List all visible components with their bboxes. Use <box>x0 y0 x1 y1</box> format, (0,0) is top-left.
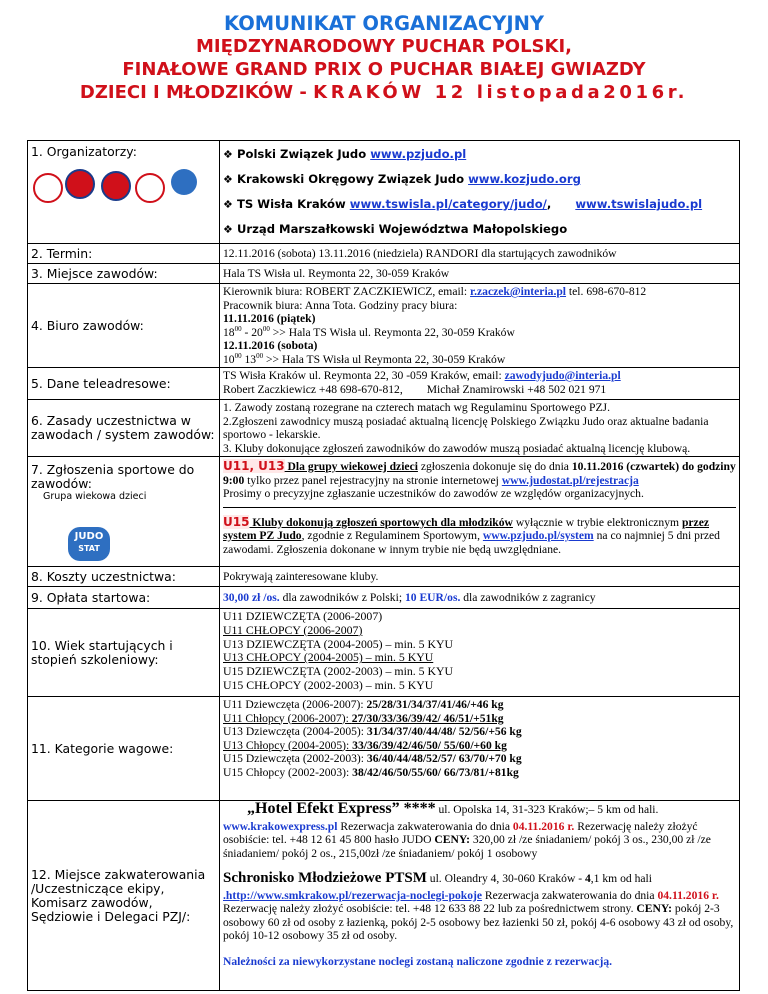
contact-address: TS Wisła Kraków ul. Reymonta 22, 30 -059 Kraków, email: <box>223 369 505 382</box>
venue-value: Hala TS Wisła ul. Reymonta 22, 30-059 Kraków <box>220 264 740 284</box>
weight-row: U15 Dziewczęta (2002-2003): 36/40/44/48/52/57/ 63/70/+70 kg <box>223 752 522 765</box>
organizers-label: 1. Organizatorzy: <box>31 144 137 159</box>
row-costs <box>28 567 740 587</box>
row-office <box>28 284 740 368</box>
office-date-1: 11.11.2016 (piątek) <box>223 312 316 325</box>
date-label: 2. Termin: <box>28 244 220 264</box>
tswisla-link[interactable]: www.tswisla.pl/category/judo/ <box>349 197 547 211</box>
row-venue <box>28 264 740 284</box>
hotel-deadline: 04.11.2016 r. <box>512 819 575 833</box>
organizer-item <box>223 192 736 217</box>
accommodation-label: 12. Miejsce zakwaterowania /Uczestniczące ekipy, Komisarz zawodów, Sędziowie i Delegaci PZJ/: <box>28 801 220 991</box>
weights-label: 11. Kategorie wagowe: <box>28 697 220 801</box>
kozjudo-logo-icon <box>101 171 131 201</box>
fee-foreign: 10 EUR/os. <box>404 590 461 604</box>
organizer-name: TS Wisła Kraków <box>237 197 350 211</box>
pzjudo-system-link[interactable]: www.pzjudo.pl/system <box>482 529 594 542</box>
row-rules <box>28 400 740 457</box>
office-hours-intro: Pracownik biura: Anna Tota. Godziny pracy biura: <box>223 298 458 312</box>
date-value: 12.11.2016 (sobota) 13.11.2016 (niedziela) RANDORI dla startujących zawodników <box>220 244 740 264</box>
accommodation-note: Należności za niewykorzystane noclegi zostaną naliczone zgodnie z rezerwacją. <box>223 954 613 968</box>
rule-3: 3. Kluby dokonujące zgłoszeń zawodników do zawodów muszą posiadać aktualną licencję klubową. <box>223 441 691 455</box>
age-row: U13 CHŁOPCY (2004-2005) – min. 5 KYU <box>223 650 434 665</box>
contact-person-1: Robert Zaczkiewicz +48 698-670-812, <box>223 382 403 396</box>
registration-label: 7. Zgłoszenia sportowe do zawodów: <box>31 462 195 491</box>
age-row: U15 CHŁOPCY (2002-2003) – min. 5 KYU <box>223 677 434 692</box>
office-phone: tel. 698-670-812 <box>566 285 647 298</box>
venue-label: 3. Miejsce zawodów: <box>28 264 220 284</box>
organizer-item <box>223 142 736 167</box>
row-registration <box>28 457 740 567</box>
row-weights <box>28 697 740 801</box>
kozjudo-link[interactable]: www.kozjudo.org <box>468 172 581 186</box>
hotel-heading <box>223 802 736 817</box>
age-row: U11 DZIEWCZĘTA (2006-2007) <box>223 609 383 623</box>
weight-row: U11 Chłopcy (2006-2007): 27/30/33/36/39/42/ 46/51/+51kg <box>223 711 504 725</box>
diamond-bullet-icon: ❖ <box>223 223 233 236</box>
fee-label: 9. Opłata startowa: <box>28 587 220 609</box>
registration-value <box>220 457 740 567</box>
hotel-details: www.krakowexpress.pl Rezerwacja zakwaterowania do dnia 04.11.2016 r. Rezerwację należy złożyć osobiście: tel. +48 12 61 45 800 hasło JUDO CENY: 320,00 zł /ze śniadaniem/ pokój 3 os., 230,00 zł /ze śniadaniem/ pokój 2 os., 215,00zł /ze śniadaniem/ pokój 1 osobowy <box>223 819 711 860</box>
wisla-logo-icon <box>65 169 95 199</box>
office-hours-2: $10^{00}$ $13^{00}$ >> Hala TS Wisła ul Reymonta 22, 30-059 Kraków <box>223 351 506 366</box>
info-table <box>27 140 740 991</box>
office-email-link[interactable]: r.zaczek@interia.pl <box>470 285 567 298</box>
header-line-2: MIĘDZYNARODOWY PUCHAR POLSKI, <box>195 36 573 57</box>
hostel-details: .http://www.smkrakow.pl/rezerwacja-noclegi-pokoje Rezerwacja zakwaterowania do dnia 04.11.2016 r. Rezerwację należy złożyć osobiście: tel. +48 12 633 88 22 lub za pośrednictwem strony. CENY: pokój 2-3 osobowy 60 zł od osoby z łazienką, pokój 2-5 osobowy bez łazienki 50 zł, pokój 4-6 osobowy 43 zł od osoby, pokój 10-12 osobowy 35 zł od osoby. <box>223 888 734 942</box>
header-line-4-b: KRAKÓW 12 listopada2016r. <box>313 82 689 103</box>
judostat-logo-icon: JUDO STAT <box>68 527 110 561</box>
row-age <box>28 609 740 697</box>
office-date-2: 12.11.2016 (sobota) <box>223 339 318 352</box>
ijf-logo-icon <box>171 169 197 195</box>
accommodation-value <box>220 801 740 991</box>
header-title: KOMUNIKAT ORGANIZACYJNY <box>223 12 545 35</box>
rules-label: 6. Zasady uczestnictwa w zawodach / system zawodów: <box>28 400 220 457</box>
header-line-4 <box>0 81 768 104</box>
organizers-list <box>223 142 736 242</box>
office-label: 4. Biuro zawodów: <box>28 284 220 368</box>
weight-row: U15 Chłopcy (2002-2003): 38/42/46/50/55/60/ 66/73/81/+81kg <box>223 765 519 779</box>
costs-value: Pokrywają zainteresowane kluby. <box>220 567 740 587</box>
registration-sublabel: Grupa wiekowa dzieci <box>43 491 147 502</box>
weight-row: U13 Chłopcy (2004-2005): 33/36/39/42/46/50/ 55/60/+60 kg <box>223 738 507 752</box>
row-contact <box>28 368 740 400</box>
organizer-item <box>223 217 736 242</box>
fee-pl: 30,00 zł /os. <box>223 590 280 604</box>
registration-label-cell <box>28 457 220 567</box>
office-manager: Kierownik biura: ROBERT ZACZKIEWICZ, email: <box>223 285 471 298</box>
contact-email-link[interactable]: zawodyjudo@interia.pl <box>504 369 621 382</box>
rules-value <box>220 400 740 457</box>
office-hours-1: $18^{00} - 20^{00}$ >> Hala TS Wisła ul. Reymonta 22, 30-059 Kraków <box>223 324 515 339</box>
judostat-registration-link[interactable]: www.judostat.pl/rejestracja <box>501 473 639 487</box>
weights-value <box>220 697 740 801</box>
separator: , <box>546 197 552 211</box>
organizer-name: Krakowski Okręgowy Związek Judo <box>237 172 469 186</box>
row-organizers <box>28 141 740 244</box>
pzjudo-link[interactable]: www.pzjudo.pl <box>370 147 467 161</box>
rule-2: 2.Zgłoszeni zawodnicy muszą posiadać aktualną licencję Polskiego Związku Judo oraz aktualne badania sportowo - lekarskie. <box>223 414 709 441</box>
age-row: U15 DZIEWCZĘTA (2002-2003) – min. 5 KYU <box>223 664 454 679</box>
row-accommodation <box>28 801 740 991</box>
u15-tag: U15 <box>223 514 250 529</box>
hotel-address: ul. Opolska 14, 31-323 Kraków;– 5 km od hali. <box>435 803 659 816</box>
registration-kids: U11, U13 Dla grupy wiekowej dzieci zgłoszenia dokonuje się do dnia 10.11.2016 (czwartek) do godziny 9:00 tylko przez panel rejestracyjny na stronie internetowej www.judostat.pl/rejestracja <box>223 459 736 487</box>
hotel-name: „Hotel Efekt Express” **** <box>247 800 436 817</box>
age-label: 10. Wiek startujących i stopień szkoleniowy: <box>28 609 220 697</box>
tswislajudo-link[interactable]: www.tswislajudo.pl <box>575 197 703 211</box>
organizers-value-cell <box>220 141 740 244</box>
organizer-name: Urząd Marszałkowski Województwa Małopolskiego <box>237 222 568 236</box>
organizers-label-cell <box>28 141 220 244</box>
office-value <box>220 284 740 368</box>
hostel-address: ul. Oleandry 4, 30-060 Kraków - <box>426 872 585 885</box>
hostel-heading: Schronisko Młodzieżowe PTSM ul. Oleandry 4, 30-060 Kraków - 4,1 km od hali <box>223 870 652 886</box>
hostel-name: Schronisko Młodzieżowe PTSM <box>223 870 427 886</box>
age-value <box>220 609 740 697</box>
hostel-deadline: 04.11.2016 r. <box>657 888 719 902</box>
diamond-bullet-icon: ❖ <box>223 198 233 211</box>
weight-row: U13 Dziewczęta (2004-2005): 31/34/37/40/44/48/ 52/56/+56 kg <box>223 725 522 738</box>
age-row: U13 DZIEWCZĘTA (2004-2005) – min. 5 KYU <box>223 636 454 651</box>
header-line-3: FINAŁOWE GRAND PRIX O PUCHAR BIAŁEJ GWIAZDY <box>122 59 646 80</box>
row-date <box>28 244 740 264</box>
costs-label: 8. Koszty uczestnictwa: <box>28 567 220 587</box>
registration-note: Prosimy o precyzyjne zgłaszanie uczestników do zawodów ze względów organizacyjnych. <box>223 487 644 500</box>
logos-strip <box>31 159 216 207</box>
header-line-4-a: DZIECI I MŁODZIKÓW - <box>79 82 314 103</box>
organizer-item <box>223 167 736 192</box>
hotel-link[interactable]: www.krakowexpress.pl <box>223 819 338 833</box>
contact-person-2: Michał Znamirowski +48 502 021 971 <box>426 382 607 396</box>
organizer-name: Polski Związek Judo <box>237 147 371 161</box>
rule-1: 1. Zawody zostaną rozegrane na czterech matach wg Regulaminu Sportowego PZJ. <box>223 401 610 414</box>
age-row: U11 CHŁOPCY (2006-2007) <box>223 622 363 637</box>
registration-juniors: U15 Kluby dokonują zgłoszeń sportowych dla młodzików wyłącznie w trybie elektronicznym przez system PZ Judo, zgodnie z Regulaminem Sportowym, www.pzjudo.pl/system na co najmniej 5 dni przed zawodami. Zgłoszenia dokonane w innym trybie nie będą uwzględniane. <box>223 507 736 557</box>
u11-u13-tag: U11, U13 <box>223 459 285 473</box>
hostel-link[interactable]: .http://www.smkrakow.pl/rezerwacja-noclegi-pokoje <box>223 888 483 902</box>
pzjudo-logo-icon <box>33 173 63 203</box>
diamond-bullet-icon: ❖ <box>223 148 233 161</box>
contact-value <box>220 368 740 400</box>
diamond-bullet-icon: ❖ <box>223 173 233 186</box>
contact-label: 5. Dane teleadresowe: <box>28 368 220 400</box>
document-header <box>0 12 768 104</box>
row-fee <box>28 587 740 609</box>
weight-row: U11 Dziewczęta (2006-2007): 25/28/31/34/37/41/46/+46 kg <box>223 698 504 711</box>
crest-logo-icon <box>135 173 165 203</box>
fee-value: 30,00 zł /os. dla zawodników z Polski; 10 EUR/os. dla zawodników z zagranicy <box>220 587 740 609</box>
